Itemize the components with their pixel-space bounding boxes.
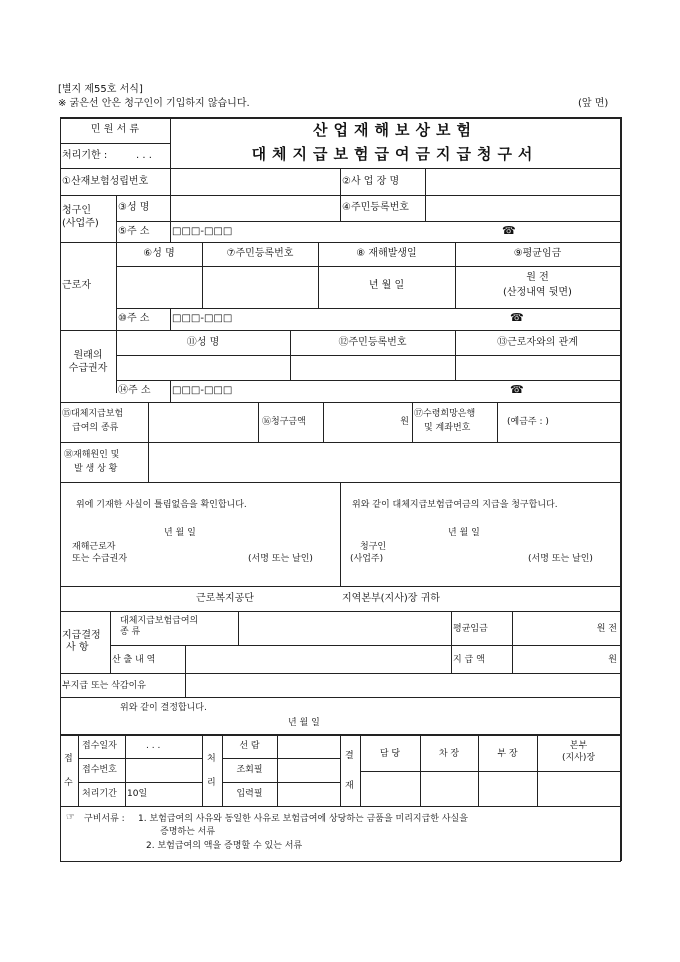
decision-avg-wage-field[interactable]: 원 전 — [596, 624, 617, 634]
page-side-label: (앞 면) — [578, 98, 609, 109]
worker-rrn-field[interactable] — [203, 267, 317, 307]
phone-icon: ☎ — [510, 383, 524, 396]
addressee-destination: 지역본부(지사)장 귀하 — [342, 593, 440, 604]
inquiry-checked-field[interactable] — [278, 759, 339, 781]
worker-rrn-label: ⑦주민등록번호 — [226, 248, 294, 259]
worker-postal-code[interactable]: □□□-□□□ — [172, 313, 233, 324]
worker-name-label: ⑥성 명 — [143, 248, 175, 259]
approver-manager-label: 부 장 — [497, 749, 518, 759]
worker-signature-field[interactable]: (서명 또는 날인) — [248, 554, 313, 564]
review-field[interactable] — [278, 735, 339, 757]
beneficiary-address-label: ⑭주 소 — [118, 385, 151, 396]
applicant-name-field[interactable] — [171, 196, 339, 220]
decision-benefit-type-sublabel: 종 류 — [120, 627, 141, 637]
reduction-reason-label: 부지급 또는 삭감이유 — [62, 681, 146, 691]
applicant-claim-statement: 위와 같이 대체지급보험급여금의 지급을 청구합니다. — [352, 500, 558, 510]
claim-amount-label: ⑯청구금액 — [262, 417, 306, 427]
relationship-label: ⑬근로자와의 관계 — [497, 337, 578, 348]
required-document-1-cont: 증명하는 서류 — [160, 827, 216, 837]
receipt-sublabel: 수 — [64, 778, 73, 788]
required-documents-label: 구비서류 : — [84, 814, 125, 824]
phone-icon: ☎ — [510, 311, 524, 324]
receipt-label: 접 — [64, 754, 73, 764]
input-checked-label: 입력필 — [236, 789, 263, 799]
bank-account-label: ⑰수령희망은행 — [414, 409, 476, 419]
applicant-rrn-field[interactable] — [426, 196, 619, 220]
beneficiary-name-field[interactable] — [117, 356, 289, 379]
applicant-group-label: 청구인 — [62, 205, 91, 216]
insurance-reg-no-field[interactable] — [171, 169, 339, 194]
applicant-group-sublabel: (사업주) — [62, 218, 99, 229]
form-title-line2: 대체지급보험급여금지급청구서 — [251, 145, 539, 163]
worker-group-label: 근로자 — [62, 280, 91, 291]
processing-period-value: 10일 — [127, 789, 148, 799]
business-name-field[interactable] — [426, 169, 619, 194]
insurance-reg-no-label: ①산재보험성립번호 — [62, 176, 149, 187]
approver-head-sublabel: (지사)장 — [561, 753, 596, 763]
accident-date-field[interactable]: 년 월 일 — [368, 280, 405, 291]
accident-cause-field[interactable] — [149, 443, 619, 481]
worker-address-label: ⑩주 소 — [118, 313, 150, 324]
receipt-date-label: 접수일자 — [82, 741, 117, 751]
receipt-number-field[interactable] — [126, 759, 201, 781]
decision-group-label: 지급결정 — [62, 630, 101, 641]
decision-avg-wage-label: 평균임금 — [453, 624, 488, 634]
calculation-details-field[interactable] — [186, 646, 450, 672]
beneficiary-group-sublabel: 수급권자 — [68, 363, 108, 374]
applicant-name-label: ③성 명 — [118, 202, 150, 213]
beneficiary-rrn-label: ⑫주민등록번호 — [338, 337, 407, 348]
input-checked-field[interactable] — [278, 783, 339, 805]
benefit-type-label: ⑮대체지급보험 — [62, 409, 124, 419]
accident-cause-sublabel: 발 생 상 황 — [74, 464, 118, 474]
approver-deputy-stamp[interactable] — [421, 772, 477, 805]
decision-benefit-type-label: 대체지급보험급여의 — [120, 616, 199, 626]
beneficiary-group-label: 원래의 — [73, 350, 103, 361]
beneficiary-postal-code[interactable]: □□□-□□□ — [172, 385, 233, 396]
average-wage-note: (산정내역 뒷면) — [503, 287, 572, 298]
form-reference: [별지 제55호 서식] — [58, 84, 143, 95]
decision-benefit-type-field[interactable] — [239, 612, 450, 644]
worker-confirmation-date[interactable]: 년 월 일 — [164, 528, 196, 538]
instruction-note: ※ 굵은선 안은 청구인이 기입하지 않습니다. — [58, 98, 250, 109]
accident-cause-label: ⑱재해원인 및 — [64, 450, 120, 460]
decision-group-sublabel: 사 항 — [66, 642, 89, 653]
applicant-rrn-label: ④주민등록번호 — [342, 202, 409, 213]
approver-staff-stamp[interactable] — [361, 772, 419, 805]
approver-deputy-label: 차 장 — [438, 749, 460, 759]
worker-signer-label: 재해근로자 — [72, 542, 116, 552]
approval-sublabel: 재 — [345, 781, 354, 791]
applicant-signature-field[interactable]: (서명 또는 날인) — [528, 554, 593, 564]
form-title-line1: 산업재해보상보험 — [313, 121, 477, 139]
benefit-type-sublabel: 급여의 종류 — [72, 423, 119, 433]
required-document-2: 2. 보험급여의 액을 증명할 수 있는 서류 — [146, 841, 303, 851]
relationship-field[interactable] — [456, 356, 619, 379]
accident-date-label: ⑧ 재해발생일 — [356, 248, 417, 259]
approver-staff-label: 담 당 — [379, 749, 401, 759]
claim-amount-field[interactable]: 원 — [400, 417, 409, 427]
deadline-label: 처리기한 : — [62, 150, 108, 161]
receipt-number-label: 접수번호 — [82, 765, 117, 775]
calculation-details-label: 산 출 내 역 — [112, 655, 156, 665]
business-name-label: ②사 업 장 명 — [342, 176, 400, 187]
applicant-claim-date[interactable]: 년 월 일 — [448, 528, 480, 538]
deadline-value[interactable]: . . . — [136, 150, 152, 161]
approval-label: 결 — [345, 751, 354, 761]
beneficiary-rrn-field[interactable] — [291, 356, 454, 379]
payment-amount-field[interactable]: 원 — [608, 655, 617, 665]
reduction-reason-field[interactable] — [186, 674, 619, 696]
inquiry-checked-label: 조회필 — [236, 765, 263, 775]
required-document-1: 1. 보험급여의 사유와 동일한 사유로 보험급여에 상당하는 금품을 미리지급한 사실을 — [138, 814, 468, 824]
receipt-date-field[interactable]: . . . — [146, 741, 161, 751]
bank-account-sublabel: 및 계좌번호 — [424, 423, 471, 433]
average-wage-field[interactable]: 원 전 — [526, 272, 549, 283]
decision-date[interactable]: 년 월 일 — [288, 718, 320, 728]
review-label: 선 람 — [239, 741, 260, 751]
applicant-signer-sublabel: (사업주) — [350, 554, 384, 564]
worker-name-field[interactable] — [117, 267, 201, 307]
document-type-label: 민 원 서 류 — [90, 124, 140, 135]
applicant-postal-code[interactable]: □□□-□□□ — [172, 226, 233, 237]
average-wage-label: ⑨평균임금 — [513, 248, 562, 259]
pointing-hand-icon: ☞ — [66, 812, 75, 823]
phone-icon: ☎ — [502, 224, 516, 237]
applicant-address-label: ⑤주 소 — [118, 226, 150, 237]
payment-amount-label: 지 급 액 — [453, 655, 485, 665]
addressee-organization: 근로복지공단 — [196, 593, 254, 604]
decision-statement: 위와 같이 결정합니다. — [120, 703, 207, 713]
approver-head-label: 본부 — [569, 741, 588, 751]
benefit-type-field[interactable] — [149, 403, 257, 441]
beneficiary-name-label: ⑪성 명 — [186, 337, 220, 348]
worker-signer-sublabel: 또는 수급권자 — [72, 554, 128, 564]
applicant-signer-label: 청구인 — [360, 542, 387, 552]
processing-period-label: 처리기간 — [82, 789, 117, 799]
processing-label: 처 — [207, 754, 216, 764]
processing-sublabel: 리 — [207, 778, 216, 788]
approver-head-stamp[interactable] — [538, 772, 619, 805]
approver-manager-stamp[interactable] — [479, 772, 536, 805]
depositor-field[interactable]: (예금주 : ) — [507, 417, 549, 427]
worker-confirmation-statement: 위에 기재한 사실이 틀림없음을 확인합니다. — [76, 500, 247, 510]
